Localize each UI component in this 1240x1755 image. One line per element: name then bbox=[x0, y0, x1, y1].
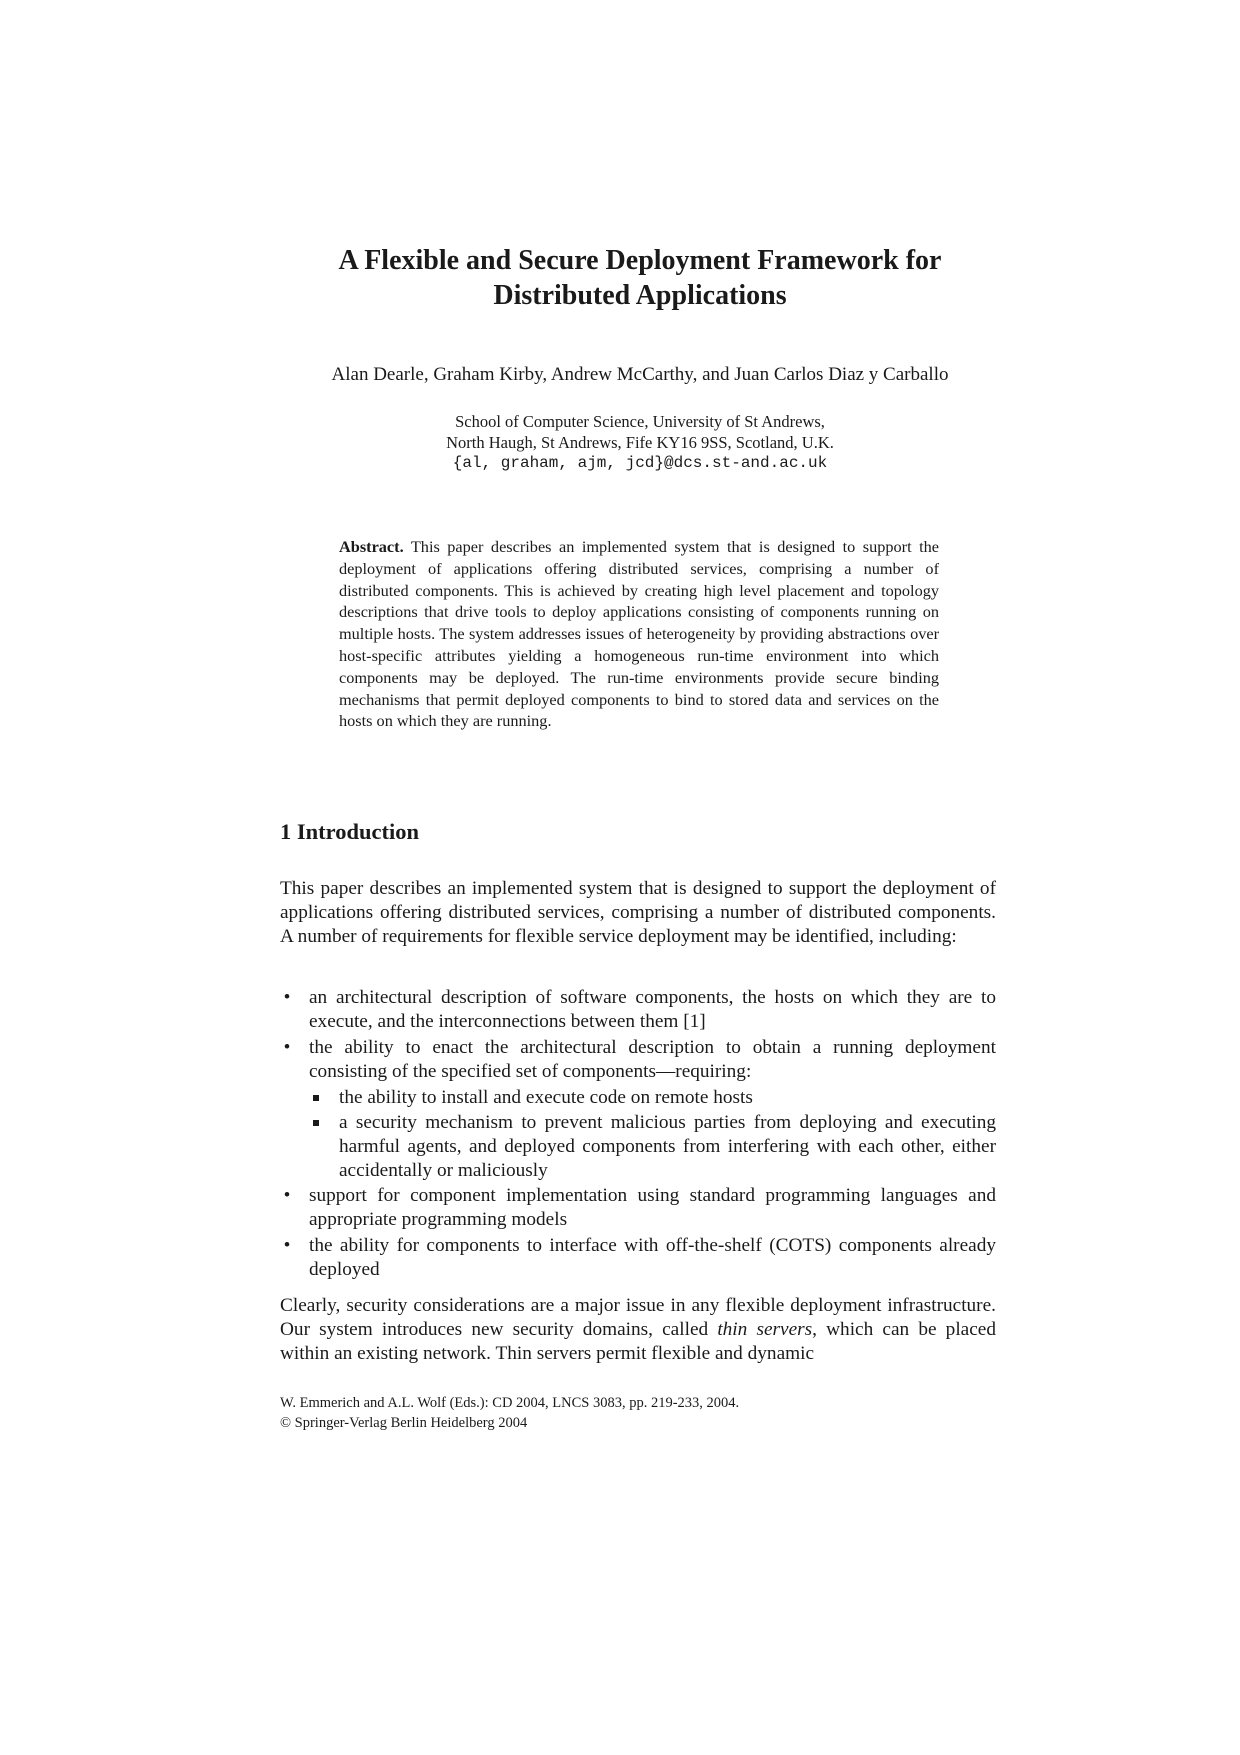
list-item bbox=[280, 1036, 996, 1084]
closing-text-after: , which can be placed within an existing network. Thin servers permit flexible and dynamic bbox=[280, 1319, 996, 1364]
title-line-2: Distributed Applications bbox=[493, 280, 787, 311]
square-bullet-icon bbox=[313, 1095, 319, 1101]
list-item bbox=[280, 1184, 996, 1232]
list-item-text: the ability for components to interface with off-the-shelf (COTS) components already deployed bbox=[309, 1235, 996, 1280]
footer-citation: W. Emmerich and A.L. Wolf (Eds.): CD 2004, LNCS 3083, pp. 219-233, 2004. bbox=[280, 1395, 740, 1411]
list-item-text: support for component implementation using standard programming languages and appropriate programming models bbox=[309, 1185, 996, 1230]
author-list: Alan Dearle, Graham Kirby, Andrew McCarthy, and Juan Carlos Diaz y Carballo bbox=[331, 364, 949, 385]
abstract bbox=[339, 536, 939, 732]
list-item-text: an architectural description of software components, the hosts on which they are to execute, and the interconnections between them [1] bbox=[309, 987, 996, 1032]
abstract-label: Abstract. bbox=[339, 537, 404, 556]
intro-paragraph: This paper describes an implemented system that is designed to support the deployment of applications offering distributed services, comprising a number of distributed components. A number of requirements for flexible service deployment may be identified, including: bbox=[280, 878, 996, 947]
section-heading: 1 Introduction bbox=[280, 819, 419, 844]
bullet-icon: • bbox=[283, 1185, 291, 1206]
affiliation-line-2: North Haugh, St Andrews, Fife KY16 9SS, Scotland, U.K. bbox=[446, 433, 834, 452]
list-item-text: the ability to enact the architectural description to obtain a running deployment consisting of the specified set of components—requiring: bbox=[309, 1037, 996, 1082]
list-item bbox=[280, 1234, 996, 1282]
title-line-1: A Flexible and Secure Deployment Framework for bbox=[338, 245, 942, 276]
affiliation bbox=[250, 411, 1030, 474]
bullet-icon: • bbox=[283, 987, 291, 1008]
sub-list-item-text: a security mechanism to prevent malicious parties from deploying and executing harmful agents, and deployed components from interfering with each other, either accidentally or maliciously bbox=[339, 1112, 996, 1181]
author-emails: {al, graham, ajm, jcd}@dcs.st-and.ac.uk bbox=[452, 454, 828, 472]
sub-list-item-text: the ability to install and execute code on remote hosts bbox=[339, 1087, 753, 1108]
closing-italic-term: thin servers bbox=[717, 1319, 813, 1340]
abstract-text: This paper describes an implemented system that is designed to support the deployment of applications offering distributed services, comprising a number of distributed components. This is achieved by creating high level placement and topology descriptions that drive tools to deploy applications consisting of components running on multiple hosts. The system addresses issues of heterogeneity by providing abstractions over host-specific attributes yielding a homogeneous run-time environment into which components may be deployed. The run-time environments provide secure binding mechanisms that permit deployed components to bind to stored data and services on the hosts on which they are running. bbox=[339, 537, 940, 731]
sub-list-item bbox=[280, 1086, 996, 1110]
affiliation-line-1: School of Computer Science, University of St Andrews, bbox=[455, 412, 825, 431]
bullet-icon: • bbox=[283, 1235, 291, 1256]
list-item bbox=[280, 986, 996, 1034]
publication-footer bbox=[280, 1393, 980, 1433]
paper-title bbox=[250, 243, 1030, 313]
bullet-icon: • bbox=[283, 1037, 291, 1058]
square-bullet-icon bbox=[313, 1120, 319, 1126]
closing-paragraph bbox=[280, 1294, 996, 1366]
footer-copyright: © Springer-Verlag Berlin Heidelberg 2004 bbox=[280, 1415, 528, 1431]
closing-text-before: Clearly, security considerations are a major issue in any flexible deployment infrastructure. Our system introduces new security domains, called bbox=[280, 1295, 996, 1340]
requirements-list bbox=[280, 986, 996, 1284]
sub-list-item bbox=[280, 1111, 996, 1183]
